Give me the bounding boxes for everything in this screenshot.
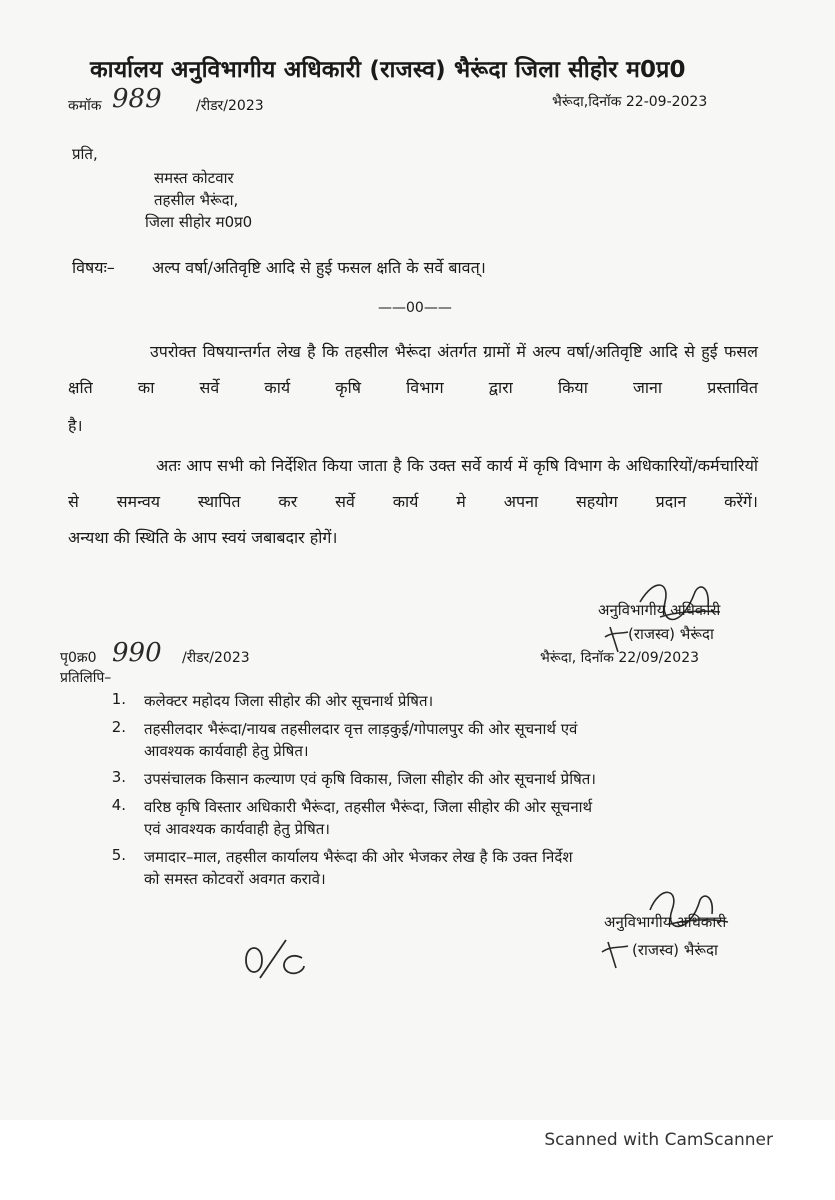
copy-ref-prefix: पृ0क्र0 (60, 650, 97, 666)
office-title: कार्यालय अनुविभागीय अधिकारी (राजस्व) भैरूंदा जिला सीहोर म0प्र0 (90, 57, 686, 83)
addressee-line-3: जिला सीहोर म0प्र0 (145, 213, 253, 231)
paragraph-1: उपरोक्त विषयान्तर्गत लेख है कि तहसील भैरूंदा अंतर्गत ग्रामों में अल्प वर्षा/अतिवृष्टि आदि से हुई फसल क्षति का सर्वे कार्य कृषि विभाग द्वारा किया जाना प्रस्तावित (68, 342, 758, 397)
paragraph-1-end: है। (68, 416, 83, 435)
scanner-watermark-text: Scanned with CamScanner (544, 1130, 773, 1150)
list-item-5-line-1: जमादार–माल, तहसील कार्यालय भैरूंदा की ओर भेजकर लेख है कि उक्त निर्देश (144, 848, 573, 866)
list-item-2-line-2: आवश्यक कार्यवाही हेतु प्रेषित। (144, 742, 309, 760)
list-item-2-number: 2. (111, 718, 126, 736)
copy-place-date: भैरूंदा, दिनॉक 22/09/2023 (540, 650, 700, 666)
list-item-3-number: 3. (111, 768, 126, 786)
signature-1-title: अनुविभागीय अधिकारी (598, 601, 721, 619)
list-item-4-line-2: एवं आवश्यक कार्यवाही हेतु प्रेषित। (144, 820, 330, 838)
list-item-5-line-2: को समस्त कोटवरों अवगत करावे। (144, 870, 326, 888)
ref-suffix: /रीडर/2023 (196, 98, 264, 114)
signature-1-dept: (राजस्व) भैरूंदा (628, 625, 714, 643)
paragraph-2-end: अन्यथा की स्थिति के आप स्वयं जबाबदार होगें। (68, 528, 338, 547)
list-item-4-line-1: वरिष्ठ कृषि विस्तार अधिकारी भैरूंदा, तहसील भैरूंदा, जिला सीहोर की ओर सूचनार्थ (144, 798, 593, 816)
subject-text: अल्प वर्षा/अतिवृष्टि आदि से हुई फसल क्षति के सर्वे बावत्। (152, 258, 486, 277)
to-label: प्रति, (72, 145, 98, 163)
handwritten-copy-ref-number: 990 (112, 638, 162, 668)
signature-2-title: अनुविभागीय अधिकारी (604, 913, 727, 931)
subject-label: विषयः– (72, 258, 115, 277)
addressee-line-1: समस्त कोटवार (154, 169, 234, 187)
place-date: भैरूंदा,दिनॉक 22-09-2023 (552, 94, 708, 110)
ref-prefix: कमॉक (68, 98, 102, 114)
signature-2-dept: (राजस्व) भैरूंदा (632, 941, 718, 959)
list-item-4-number: 4. (111, 796, 126, 814)
paragraph-2: अतः आप सभी को निर्देशित किया जाता है कि उक्त सर्वे कार्य में कृषि विभाग के अधिकारियों/कर्मचारियों से समन्वय स्थापित कर सर्वे कार्य मे अपना सहयोग प्रदान करेंगें। (68, 456, 758, 511)
list-item-2-line-1: तहसीलदार भैरूंदा/नायब तहसीलदार वृत्त लाड़कुई/गोपालपुर की ओर सूचनार्थ एवं (144, 720, 578, 738)
copy-label: प्रतिलिपि– (60, 670, 112, 686)
addressee-line-2: तहसील भैरूंदा, (154, 191, 239, 209)
list-item-3-line-1: उपसंचालक किसान कल्याण एवं कृषि विकास, जिला सीहोर की ओर सूचनार्थ प्रेषित। (144, 770, 596, 788)
separator: ——00—— (378, 300, 452, 316)
list-item-1-line-1: कलेक्टर महोदय जिला सीहोर की ओर सूचनार्थ प्रेषित। (144, 692, 434, 710)
office-copy-mark (240, 936, 310, 986)
handwritten-ref-number: 989 (112, 84, 162, 114)
list-item-5-number: 5. (111, 846, 126, 864)
copy-ref-suffix: /रीडर/2023 (182, 650, 250, 666)
list-item-1-number: 1. (111, 690, 126, 708)
